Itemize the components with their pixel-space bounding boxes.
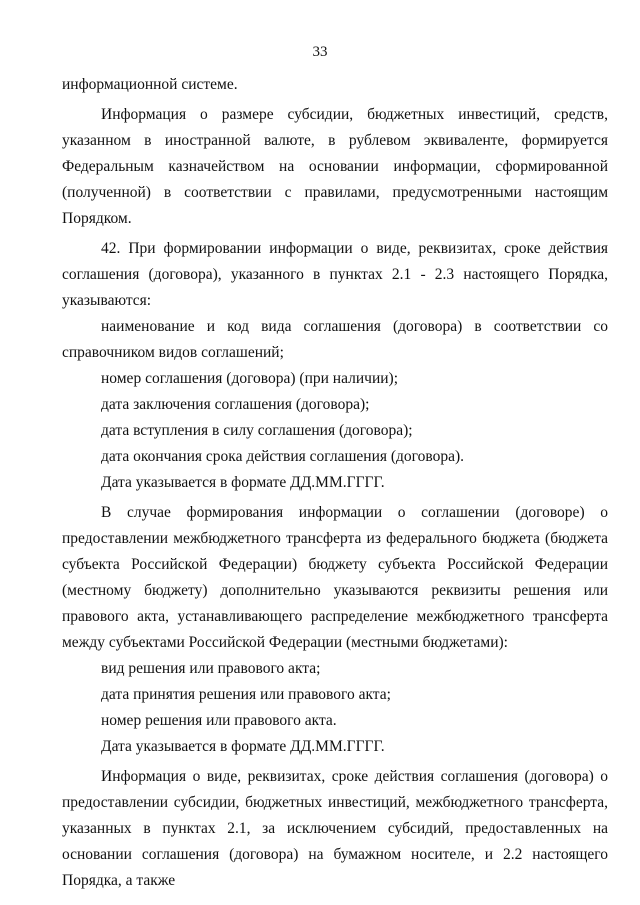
list-item-agreement-number: номер соглашения (договора) (при наличии); (101, 370, 399, 387)
paragraph-continuation: информационной системе. (62, 76, 238, 93)
list-item-decision-date: дата принятия решения или правового акта; (101, 686, 391, 703)
list-item-end-date: дата окончания срока действия соглашения (договора). (101, 448, 465, 465)
document-body (62, 72, 608, 894)
list-item-decision-number: номер решения или правового акта. (101, 712, 337, 729)
paragraph-date-format: Дата указывается в формате ДД.ММ.ГГГГ. (101, 474, 385, 491)
paragraph-section-42: 42. При формировании информации о виде, реквизитах, сроке действия соглашения (договора), указанного в пунктах 2.1 - 2.3 настоящего Порядка, указываются: (62, 240, 608, 309)
list-item-conclusion-date: дата заключения соглашения (договора); (101, 396, 370, 413)
list-item-decision-type: вид решения или правового акта; (101, 660, 321, 677)
page-number: 33 (312, 44, 328, 60)
paragraph-currency-info: Информация о размере субсидии, бюджетных инвестиций, средств, указанном в иностранной валюте, в рублевом эквиваленте, формируется Федеральным казначейством на основании информации, сформированной (полученной) в соответствии с правилами, предусмотренными настоящим Порядком. (62, 106, 608, 227)
list-item-effective-date: дата вступления в силу соглашения (договора); (101, 422, 413, 439)
paragraph-interbudget-transfer: В случае формирования информации о соглашении (договоре) о предоставлении межбюджетного трансферта из федерального бюджета (бюджета субъекта Российской Федерации) бюджету субъекта Российской Федерации (местному бюджету) дополнительно указываются реквизиты решения или правового акта, устанавливающего распределение межбюджетного трансферта между субъектами Российской Федерации (местными бюджетами): (62, 504, 608, 651)
list-item-agreement-type: наименование и код вида соглашения (договора) в соответствии со справочником видов соглашений; (62, 318, 608, 361)
paragraph-date-format-2: Дата указывается в формате ДД.ММ.ГГГГ. (101, 738, 385, 755)
paragraph-agreement-info: Информация о виде, реквизитах, сроке действия соглашения (договора) о предоставлении субсидии, бюджетных инвестиций, межбюджетного трансферта, указанных в пунктах 2.1, за исключением субсидий, предоставленных на основании соглашения (договора) на бумажном носителе, и 2.2 настоящего Порядка, а также (62, 768, 608, 889)
